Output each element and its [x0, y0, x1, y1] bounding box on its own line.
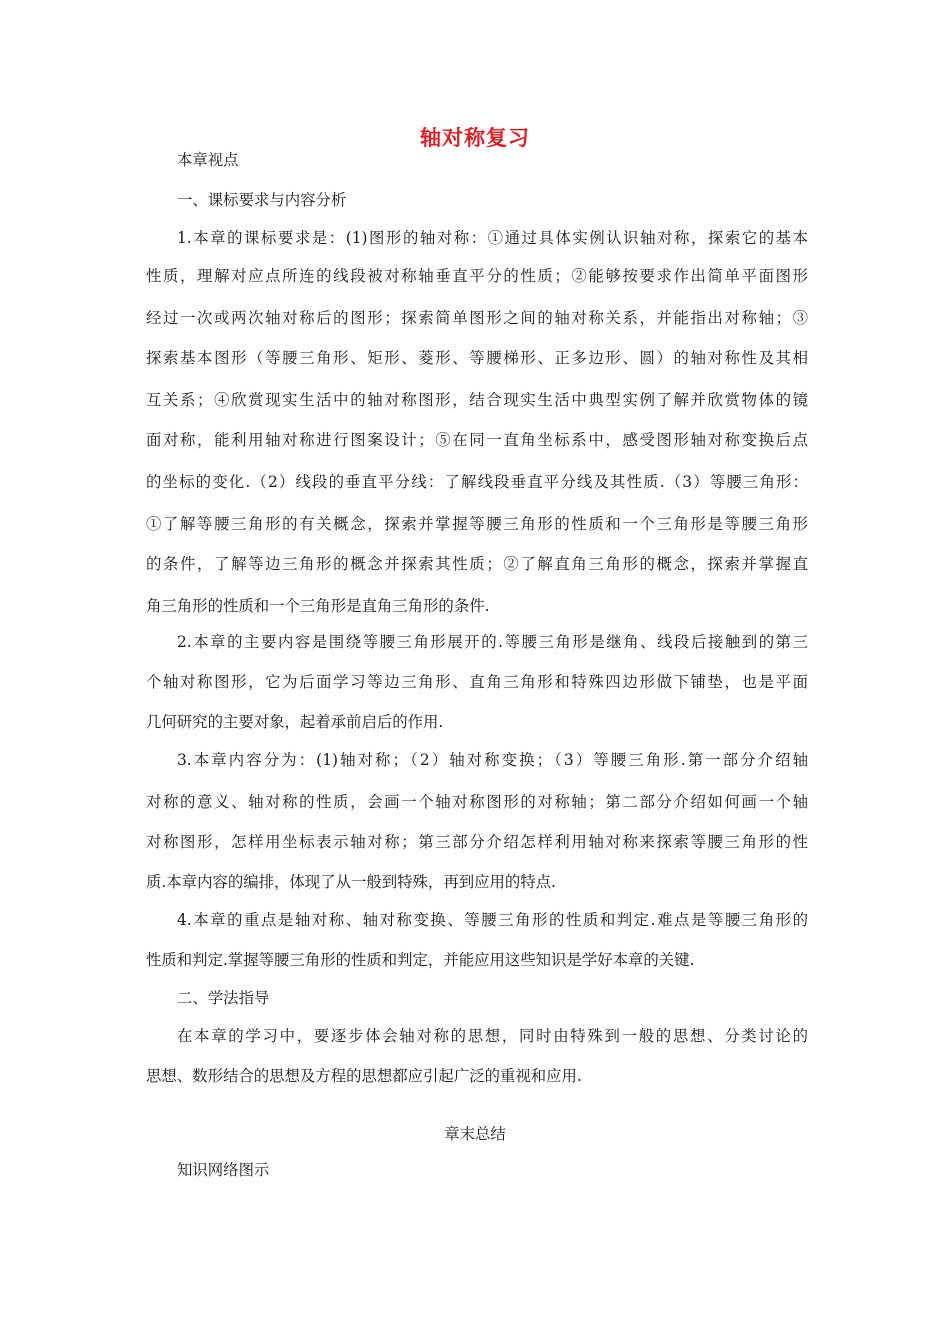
p3-line-1: 3.本章内容分为：(1)轴对称；（2）轴对称变换；（3）等腰三角形.第一部分介绍轴 [177, 751, 808, 769]
p1-line-7: 的坐标的变化.（2）线段的垂直平分线：了解线段垂直平分线及其性质.（3）等腰三角形： [146, 473, 808, 491]
network-label: 知识网络图示 [177, 1161, 270, 1179]
p1-line-4: 探索基本图形（等腰三角形、矩形、菱形、等腰梯形、正多边形、圆）的轴对称性及其相 [146, 349, 808, 367]
p3-line-2: 对称的意义、轴对称的性质，会画一个轴对称图形的对称轴；第二部分介绍如何画一个轴 [146, 793, 808, 811]
p1-line-1: 1.本章的课标要求是：(1)图形的轴对称：①通过具体实例认识轴对称，探索它的基本 [177, 229, 808, 247]
section-label-view: 本章视点 [177, 151, 239, 169]
summary-title: 章末总结 [444, 1125, 506, 1143]
p2-line-2: 个轴对称图形，它为后面学习等边三角形、直角三角形和特殊四边形做下铺垫，也是平面 [146, 673, 808, 691]
document-title: 轴对称复习 [420, 126, 530, 150]
p3-line-4: 质.本章内容的编排，体现了从一般到特殊，再到应用的特点. [146, 873, 556, 891]
p1-line-9: 的条件，了解等边三角形的概念并探索其性质；②了解直角三角形的概念，探索并掌握直 [146, 555, 808, 573]
heading-method: 二、学法指导 [177, 989, 270, 1007]
p1-line-10: 角三角形的性质和一个三角形是直角三角形的条件. [146, 597, 490, 615]
p5-line-2: 思想、数形结合的思想及方程的思想都应引起广泛的重视和应用. [146, 1067, 582, 1085]
p5-line-1: 在本章的学习中，要逐步体会轴对称的思想，同时由特殊到一般的思想、分类讨论的 [177, 1027, 808, 1045]
heading-curriculum: 一、课标要求与内容分析 [177, 191, 347, 209]
p1-line-8: ①了解等腰三角形的有关概念，探索并掌握等腰三角形的性质和一个三角形是等腰三角形 [146, 515, 808, 533]
p4-line-2: 性质和判定.掌握等腰三角形的性质和判定，并能应用这些知识是学好本章的关键. [146, 951, 695, 969]
p2-line-1: 2.本章的主要内容是围绕等腰三角形展开的.等腰三角形是继角、线段后接触到的第三 [177, 633, 808, 651]
p1-line-3: 经过一次或两次轴对称后的图形；探索简单图形之间的轴对称关系，并能指出对称轴；③ [146, 309, 808, 327]
p1-line-5: 互关系；④欣赏现实生活中的轴对称图形，结合现实生活中典型实例了解并欣赏物体的镜 [146, 391, 808, 409]
p2-line-3: 几何研究的主要对象，起着承前启后的作用. [146, 713, 444, 731]
p4-line-1: 4.本章的重点是轴对称、轴对称变换、等腰三角形的性质和判定.难点是等腰三角形的 [177, 911, 808, 929]
p1-line-2: 性质，理解对应点所连的线段被对称轴垂直平分的性质；②能够按要求作出简单平面图形 [146, 267, 808, 285]
p3-line-3: 对称图形，怎样用坐标表示轴对称；第三部分介绍怎样利用轴对称来探索等腰三角形的性 [146, 833, 808, 851]
p1-line-6: 面对称，能利用轴对称进行图案设计；⑤在同一直角坐标系中，感受图形轴对称变换后点 [146, 431, 808, 449]
